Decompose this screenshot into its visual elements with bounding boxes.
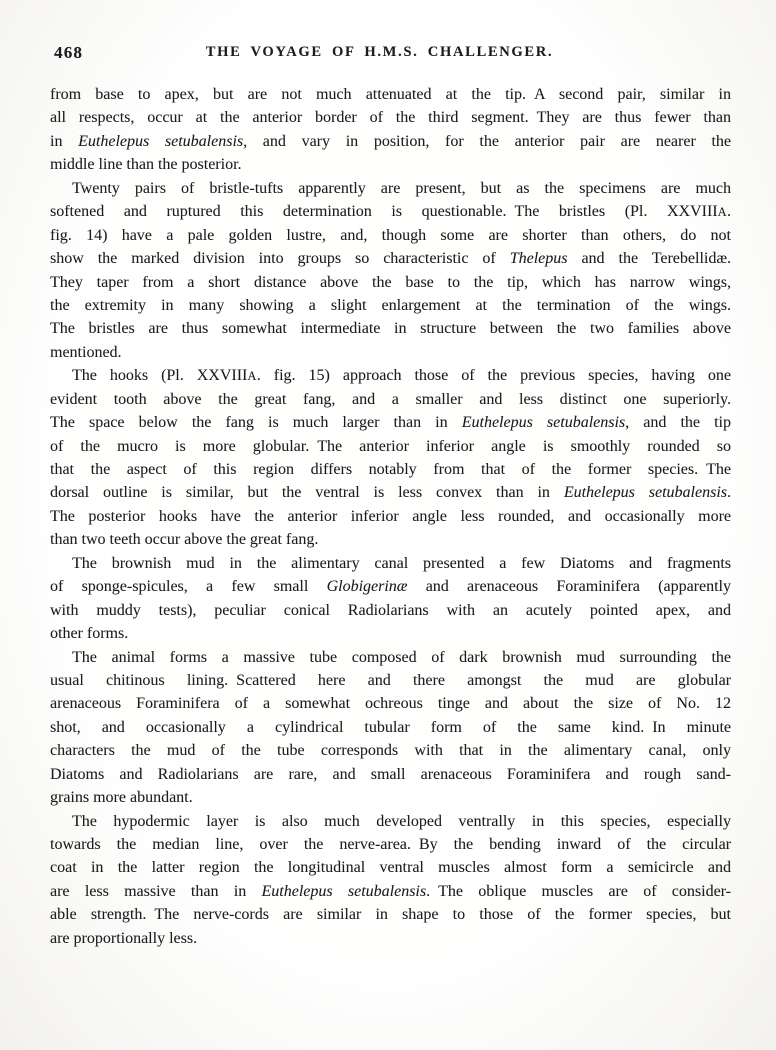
text-segment: dorsal outline is similar, but the ventral is less convex than in	[50, 484, 564, 502]
text-segment: They taper from a short distance above the base to the tip, which has narrow wings,	[50, 273, 731, 291]
text-segment: arenaceous Foraminifera of a somewhat ochreous tinge and about the size of No. 12	[50, 695, 731, 713]
text-segment: shot, and occasionally a cylindrical tubular form of the same kind. In minute	[50, 718, 731, 736]
text-segment: characters the mud of the tube corresponds with that in the alimentary canal, only	[50, 742, 731, 760]
text-line	[50, 200, 731, 223]
text-line	[50, 716, 731, 739]
page-text	[50, 83, 731, 950]
paragraph	[50, 646, 731, 810]
paragraph	[50, 810, 731, 951]
italic-text: Thelepus	[509, 250, 568, 268]
page-number: 468	[54, 43, 84, 62]
text-segment: show the marked division into groups so characteristic of	[50, 250, 510, 268]
italic-text: Euthelepus setubalensis	[78, 132, 244, 150]
text-line	[50, 880, 731, 903]
text-line	[50, 528, 731, 551]
paragraph	[50, 177, 731, 365]
text-segment: The space below the fang is much larger than in	[50, 414, 462, 432]
text-line	[50, 294, 731, 317]
text-line	[50, 856, 731, 879]
text-line	[50, 763, 731, 786]
text-segment: The hooks (Pl. XXVIII	[72, 367, 248, 385]
text-line	[50, 669, 731, 692]
text-segment: The brownish mud in the alimentary canal presented a few Diatoms and fragments	[72, 554, 731, 572]
text-segment: .	[727, 484, 732, 502]
text-segment: are proportionally less.	[50, 929, 198, 947]
text-line	[50, 130, 731, 153]
text-segment: are less massive than in	[50, 882, 262, 900]
text-line	[50, 224, 731, 247]
text-line	[50, 927, 731, 950]
running-title: THE VOYAGE OF H.M.S. CHALLENGER.	[205, 44, 554, 60]
text-segment: than two teeth occur above the great fang.	[50, 531, 319, 549]
text-line	[50, 153, 731, 176]
text-line	[50, 833, 731, 856]
text-segment: The posterior hooks have the anterior inferior angle less rounded, and occasionally more	[50, 507, 731, 525]
text-line	[50, 739, 731, 762]
text-segment: that the aspect of this region differs notably from that of the former species. The	[50, 461, 731, 478]
italic-text: Euthelepus setubalensis	[563, 484, 728, 502]
page-header	[50, 42, 731, 66]
text-segment: other forms.	[50, 625, 129, 643]
text-segment: softened and ruptured this determination is questionable. The bristles (Pl. XXVIII	[50, 203, 718, 221]
text-line	[50, 317, 731, 340]
text-line	[50, 411, 731, 434]
text-segment: The animal forms a massive tube composed of dark brownish mud surrounding the	[72, 648, 731, 666]
text-segment: . fig. 15) approach those of the previous species, having one	[256, 367, 732, 385]
text-segment: all respects, occur at the anterior border of the third segment. They are thus fewer than	[50, 109, 731, 127]
text-segment: of sponge-spicules, a few small	[50, 578, 327, 596]
paragraph	[50, 552, 731, 646]
text-segment: of the mucro is more globular. The anterior inferior angle is smoothly rounded so	[50, 437, 731, 455]
text-line	[50, 341, 731, 364]
text-segment: , and the tip	[625, 414, 731, 432]
text-line	[50, 646, 731, 669]
text-segment: usual chitinous lining. Scattered here and there amongst the mud are globular	[50, 671, 731, 689]
text-segment: coat in the latter region the longitudinal ventral muscles almost form a semicircle and	[50, 859, 731, 877]
text-segment: Diatoms and Radiolarians are rare, and small arenaceous Foraminifera and rough sand-	[50, 765, 731, 783]
text-line	[50, 622, 731, 645]
paragraph	[50, 364, 731, 552]
text-segment: Twenty pairs of bristle-tufts apparently are present, but as the specimens are much	[72, 179, 731, 197]
text-segment: , and vary in position, for the anterior pair are nearer the	[243, 132, 732, 150]
text-segment: middle line than the posterior.	[50, 156, 242, 174]
text-segment: towards the median line, over the nerve-area. By the bending inward of the circular	[50, 836, 731, 853]
italic-text: Globigerinæ	[326, 578, 408, 596]
text-line	[50, 435, 731, 458]
text-line	[50, 177, 731, 200]
text-segment: with muddy tests), peculiar conical Radiolarians with an acutely pointed apex, and	[50, 601, 731, 619]
text-line	[50, 481, 731, 504]
text-line	[50, 552, 731, 575]
paragraph	[50, 83, 731, 177]
text-segment: able strength. The nerve-cords are similar in shape to those of the former species, but	[50, 906, 731, 924]
text-line	[50, 599, 731, 622]
italic-text: Euthelepus setubalensis	[461, 414, 626, 432]
text-segment: . The oblique muscles are of consider-	[426, 882, 732, 900]
text-segment: and the Terebellidæ.	[567, 250, 732, 268]
text-segment: The hypodermic layer is also much developed ventrally in this species, especially	[72, 812, 731, 830]
text-line	[50, 458, 731, 481]
text-line	[50, 575, 731, 598]
text-segment: evident tooth above the great fang, and a smaller and less distinct one superiorly.	[50, 390, 731, 408]
text-line	[50, 247, 731, 270]
text-line	[50, 83, 731, 106]
text-segment: from base to apex, but are not much attenuated at the tip. A second pair, similar in	[50, 86, 731, 103]
text-line	[50, 692, 731, 715]
smallcap-text: A	[247, 369, 257, 384]
text-line	[50, 271, 731, 294]
text-line	[50, 106, 731, 129]
text-segment: .	[727, 203, 731, 221]
text-line	[50, 388, 731, 411]
text-segment: grains more abundant.	[50, 789, 193, 807]
italic-text: Euthelepus setubalensis	[261, 882, 427, 900]
text-line	[50, 364, 731, 387]
text-line	[50, 505, 731, 528]
text-segment: mentioned.	[50, 343, 122, 361]
text-line	[50, 786, 731, 809]
text-segment: in	[50, 132, 79, 150]
text-segment: The bristles are thus somewhat intermediate in structure between the two families above	[50, 320, 731, 338]
text-segment: the extremity in many showing a slight enlargement at the termination of the wings.	[50, 296, 731, 314]
text-segment: fig. 14) have a pale golden lustre, and, though some are shorter than others, do not	[50, 226, 731, 244]
text-segment: and arenaceous Foraminifera (apparently	[407, 578, 732, 596]
text-line	[50, 810, 731, 833]
text-line	[50, 903, 731, 926]
smallcap-text: A	[717, 205, 727, 220]
